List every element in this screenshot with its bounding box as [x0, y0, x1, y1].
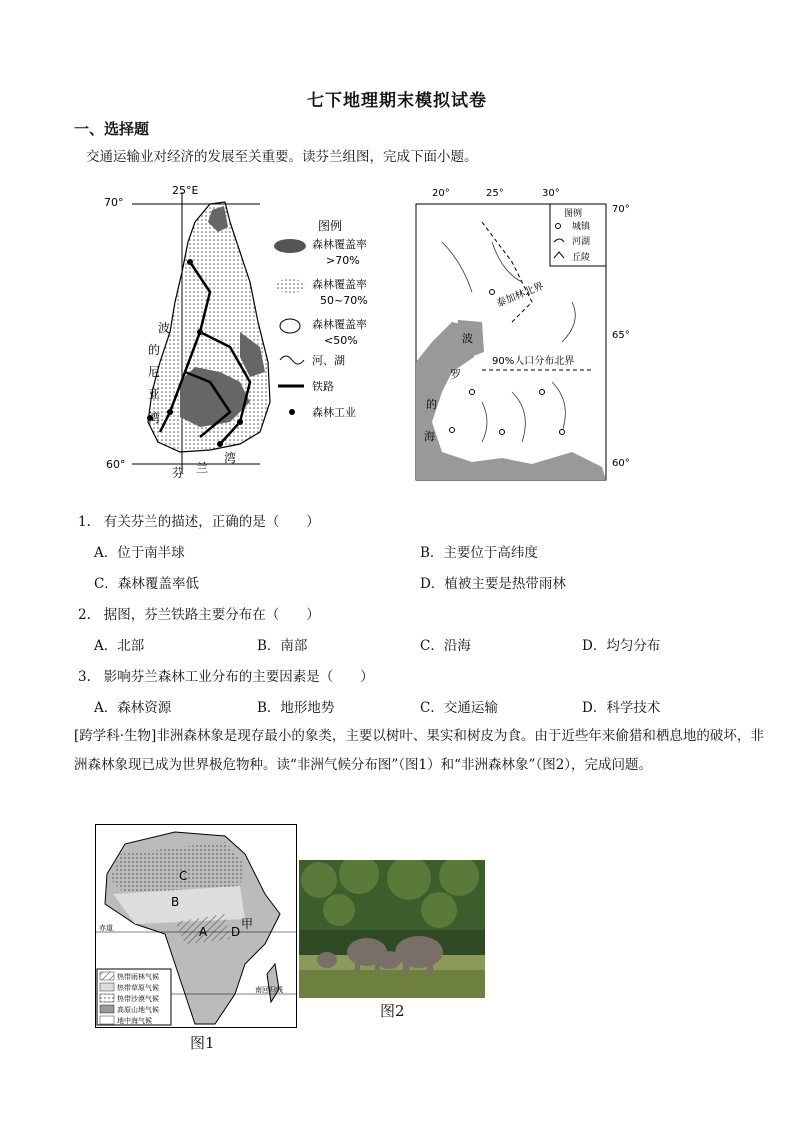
option-3b[interactable]: B．地形地势 — [257, 700, 335, 716]
option-2b[interactable]: B．南部 — [257, 638, 308, 654]
tropic-label: 南回归线 — [255, 986, 283, 994]
option-2d[interactable]: D．均匀分布 — [582, 638, 661, 654]
gulf-label: 的 — [148, 343, 161, 357]
lat-label: 65° — [612, 330, 630, 341]
sea-label: 波 — [462, 332, 473, 345]
lat-bottom-label: 60° — [106, 458, 126, 471]
legend-item: 50~70% — [320, 294, 368, 307]
lon-label: 20° — [432, 188, 450, 199]
legend-item: 铁路 — [312, 380, 334, 393]
legend-item: 热带草原气候 — [117, 984, 159, 992]
legend-item: 河湖 — [572, 237, 591, 247]
legend-item: 森林覆盖率 — [312, 318, 367, 331]
option-3d[interactable]: D．科学技术 — [582, 700, 661, 716]
gulf-label: 波 — [158, 321, 171, 335]
legend-item: 城镇 — [572, 222, 591, 232]
option-3c[interactable]: C．交通运输 — [420, 700, 498, 716]
lat-label: 60° — [612, 458, 630, 469]
gulf-label: 湾 — [224, 451, 237, 465]
option-1b[interactable]: B．主要位于高纬度 — [420, 545, 538, 561]
legend-item: 河、湖 — [312, 354, 345, 367]
lat-label: 70° — [612, 204, 630, 215]
sea-label: 罗 — [450, 368, 461, 381]
equator-label: 赤道 — [99, 924, 113, 932]
legend-title: 图例 — [564, 209, 583, 219]
legend-item: 高原山地气候 — [117, 1006, 159, 1014]
region-label: A — [199, 925, 208, 939]
option-3a[interactable]: A．森林资源 — [94, 700, 172, 716]
finland-forest-map — [100, 182, 400, 482]
lon-label: 25°E — [172, 184, 199, 197]
option-1d[interactable]: D．植被主要是热带雨林 — [420, 576, 566, 592]
section-heading: 一、选择题 — [74, 120, 150, 138]
gulf-label: 亚 — [148, 387, 161, 401]
legend-item: 地中海气候 — [117, 1017, 152, 1025]
question-paragraph: [跨学科·生物]非洲森林象是现存最小的象类，主要以树叶、果实和树皮为食。由于近些年来偷猎和栖息地的破坏，非洲森林象现已成为世界极危物种。读“非洲气候分布图”（图1）和“非洲森林象”（图2），完成问题。 — [74, 728, 764, 773]
gulf-label: 芬 — [172, 466, 185, 480]
legend-item: <50% — [324, 334, 358, 347]
legend-item: >70% — [326, 254, 360, 267]
sea-label: 的 — [426, 398, 437, 411]
boundary-label: 90%人口分布北界 — [492, 356, 575, 367]
legend-title: 图例 — [318, 219, 343, 233]
legend-item: 森林覆盖率 — [312, 238, 367, 251]
region-label: D — [231, 925, 241, 939]
legend-item: 丘陵 — [572, 253, 591, 263]
page-title: 七下地理期末模拟试卷 — [307, 91, 487, 111]
legend-item: 森林覆盖率 — [312, 278, 367, 291]
africa-climate-map — [95, 824, 297, 1028]
finland-town-map — [412, 182, 642, 484]
gulf-label: 湾 — [148, 411, 161, 425]
lon-label: 25° — [486, 188, 504, 199]
gulf-label: 兰 — [196, 461, 209, 475]
question-3: 3. 影响芬兰森林工业分布的主要因素是（ ） — [78, 669, 374, 685]
legend-item: 热带沙漠气候 — [117, 995, 159, 1003]
legend-item: 热带雨林气候 — [117, 973, 159, 981]
option-1c[interactable]: C．森林覆盖率低 — [94, 576, 199, 592]
lat-top-label: 70° — [104, 196, 124, 209]
legend-item: 森林工业 — [312, 406, 356, 419]
intro-text: 交通运输业对经济的发展至关重要。读芬兰组图，完成下面小题。 — [86, 149, 478, 165]
region-label: B — [171, 895, 180, 909]
question-2: 2. 据图，芬兰铁路主要分布在（ ） — [78, 607, 320, 623]
question-1: 1. 有关芬兰的描述，正确的是（ ） — [78, 514, 320, 530]
option-2c[interactable]: C．沿海 — [420, 638, 471, 654]
option-1a[interactable]: A．位于南半球 — [94, 545, 185, 561]
boundary-label: 泰加林北界 — [495, 280, 546, 310]
lon-label: 30° — [542, 188, 560, 199]
option-2a[interactable]: A．北部 — [94, 638, 145, 654]
gulf-label: 尼 — [148, 365, 161, 379]
forest-elephant-photo — [299, 860, 485, 998]
region-label: C — [179, 869, 188, 883]
sea-label: 海 — [424, 430, 435, 443]
region-label: 甲 — [241, 917, 254, 931]
figure-1-caption: 图1 — [190, 1034, 215, 1052]
figure-2-caption: 图2 — [380, 1002, 405, 1020]
